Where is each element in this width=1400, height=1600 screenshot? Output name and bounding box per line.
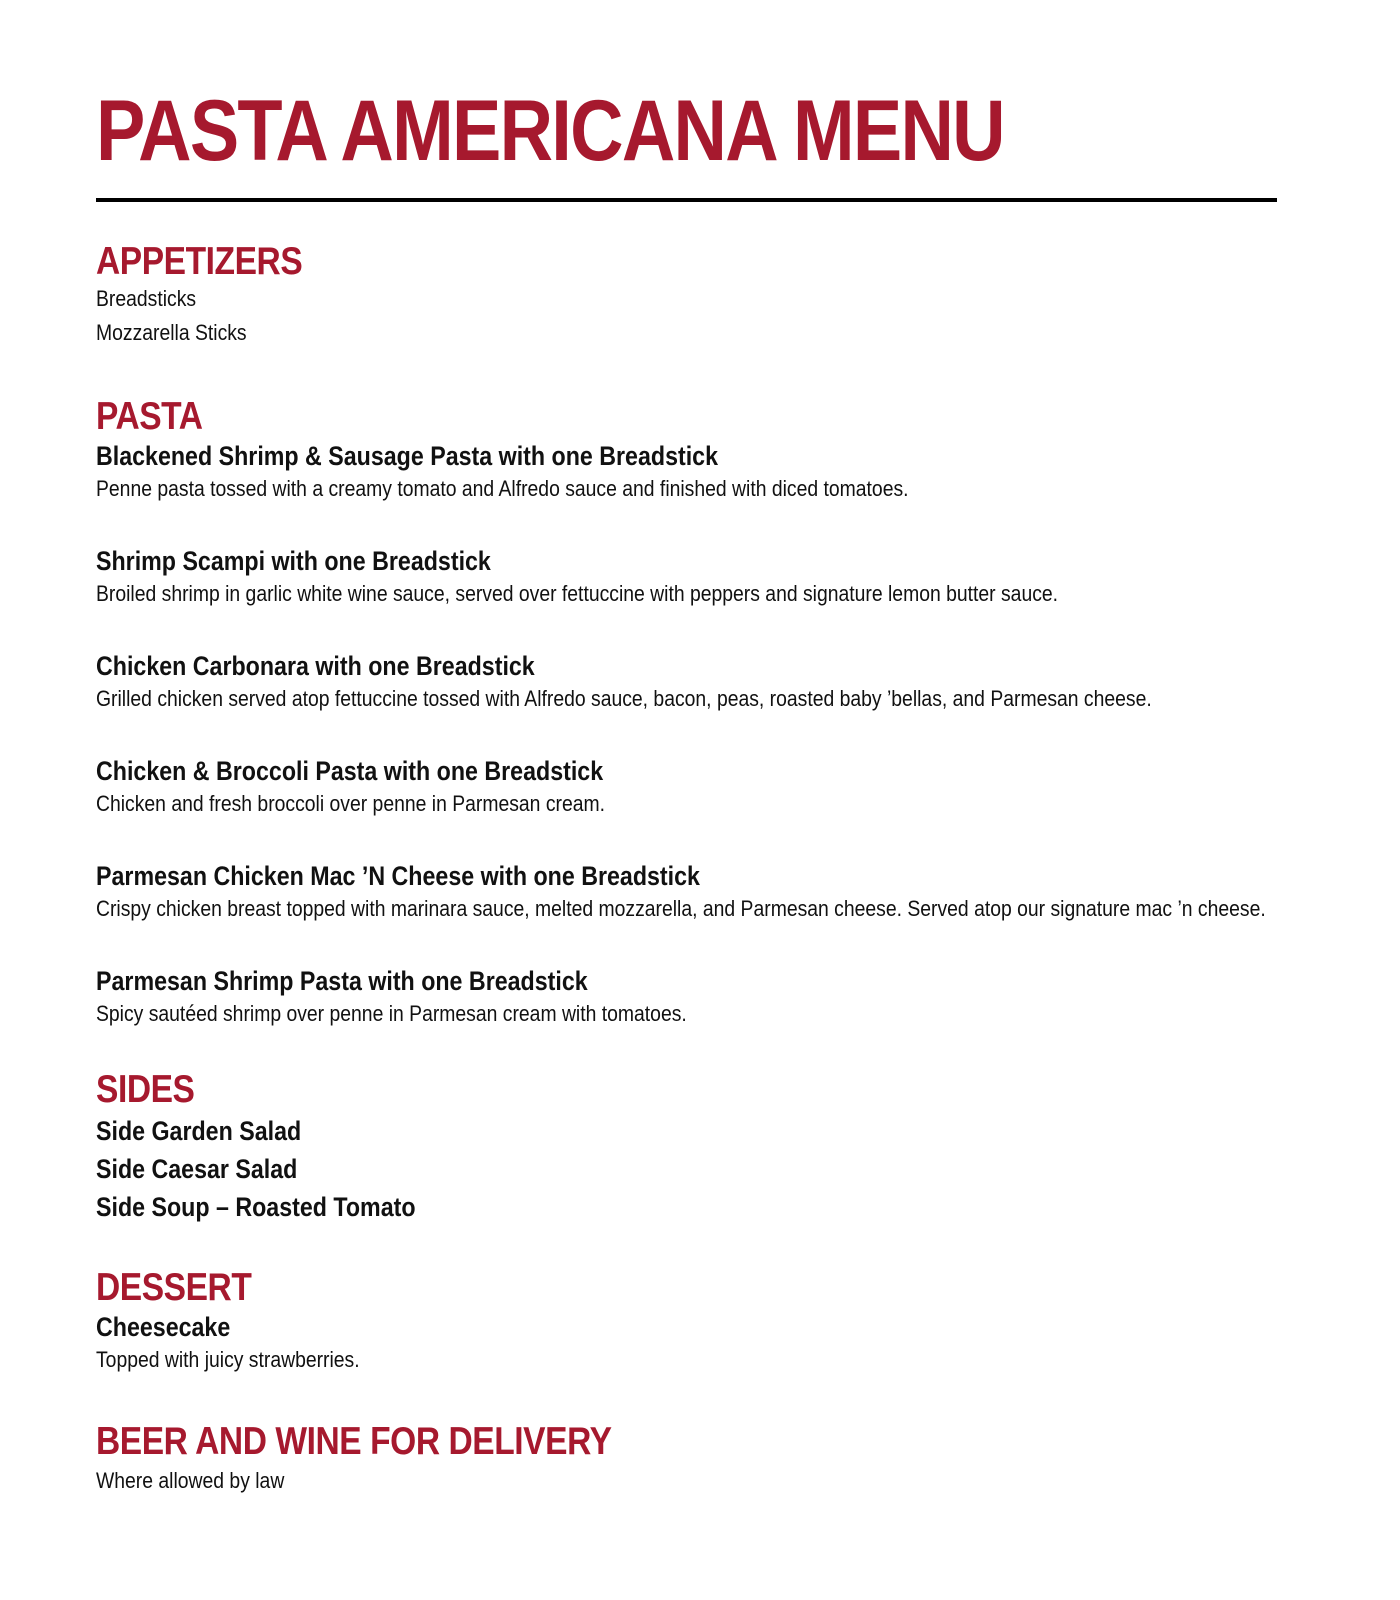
menu-item-name: Parmesan Shrimp Pasta with one Breadstick — [96, 966, 588, 996]
section-heading-sides: SIDES — [96, 1068, 195, 1111]
section-heading-pasta: PASTA — [96, 395, 203, 438]
menu-item — [96, 859, 1400, 925]
appetizer-item: Mozzarella Sticks — [96, 320, 247, 345]
menu-item — [96, 544, 1400, 610]
side-item: Side Garden Salad — [96, 1116, 302, 1146]
section-heading-dessert: DESSERT — [96, 1266, 252, 1309]
beer-wine-section — [96, 1420, 695, 1498]
menu-item-name: Blackened Shrimp & Sausage Pasta with one Breadstick — [96, 441, 719, 471]
section-heading-appetizers: APPETIZERS — [96, 240, 303, 283]
menu-item — [96, 649, 1400, 715]
menu-item-name: Shrimp Scampi with one Breadstick — [96, 546, 491, 576]
pasta-section — [96, 395, 1400, 1069]
menu-item-description: Chicken and fresh broccoli over penne in Parmesan cream. — [96, 791, 605, 816]
menu-item-description: Penne pasta tossed with a creamy tomato and Alfredo sauce and finished with diced tomatoes. — [96, 476, 909, 501]
menu-item — [96, 964, 1400, 1030]
appetizers-section — [96, 240, 336, 350]
side-item: Side Caesar Salad — [96, 1154, 298, 1184]
menu-item-name: Parmesan Chicken Mac ’N Cheese with one Breadstick — [96, 861, 700, 891]
menu-item-name: Cheesecake — [96, 1312, 231, 1342]
section-heading-beer-wine: BEER AND WINE FOR DELIVERY — [96, 1420, 612, 1463]
menu-item-description: Broiled shrimp in garlic white wine sauce, served over fettuccine with peppers and signature lemon butter sauce. — [96, 581, 1059, 606]
appetizer-item: Breadsticks — [96, 286, 197, 311]
page-title: PASTA AMERICANA MENU — [96, 83, 1004, 179]
side-item: Side Soup – Roasted Tomato — [96, 1192, 416, 1222]
menu-item-name: Chicken Carbonara with one Breadstick — [96, 651, 535, 681]
menu-item — [96, 439, 1400, 505]
menu-item-description: Grilled chicken served atop fettuccine tossed with Alfredo sauce, bacon, peas, roasted baby ’bellas, and Parmesan cheese. — [96, 686, 1152, 711]
sides-section — [96, 1068, 468, 1226]
title-divider — [96, 198, 1277, 202]
menu-item — [96, 754, 1400, 820]
menu-item-description: Topped with juicy strawberries. — [96, 1347, 360, 1372]
dessert-section — [96, 1266, 396, 1376]
menu-item-description: Spicy sautéed shrimp over penne in Parmesan cream with tomatoes. — [96, 1001, 687, 1026]
menu-item-name: Chicken & Broccoli Pasta with one Breadstick — [96, 756, 604, 786]
menu-item-description: Crispy chicken breast topped with marinara sauce, melted mozzarella, and Parmesan cheese. Served atop our signature mac ’n cheese. — [96, 896, 1266, 921]
delivery-note: Where allowed by law — [96, 1468, 285, 1493]
